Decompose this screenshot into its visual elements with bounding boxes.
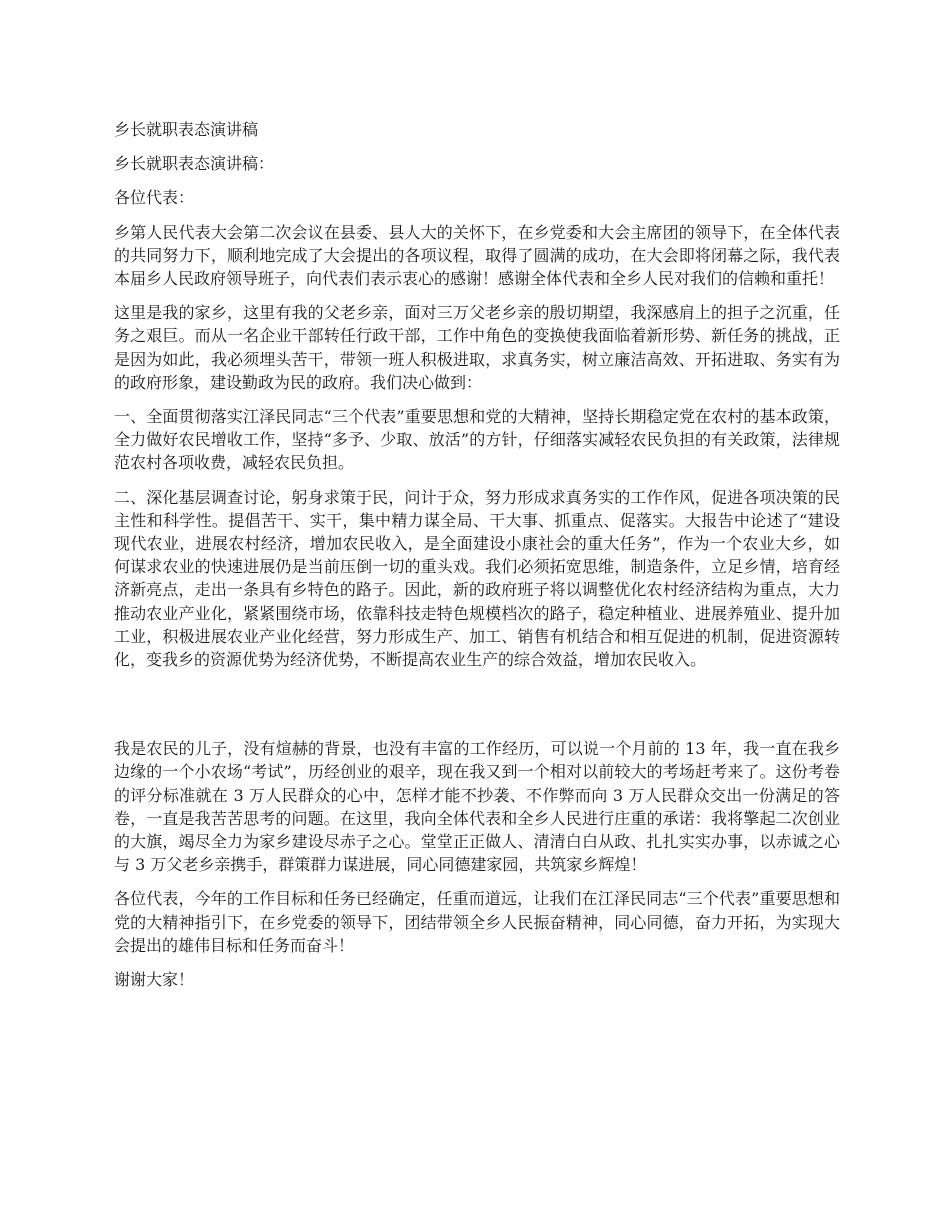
paragraph-commitment: 我是农民的儿子，没有煊赫的背景，也没有丰富的工作经历，可以说一个月前的 13 年，我一直在我乡边缘的一个小农场“考试”，历经创业的艰辛，现在我又到一个相对以前较大的考场赶考来了。这份考卷的评分标准就在 3 万人民群众的心中，怎样才能不抄袭、不作弊而向 3 万人民群众交出一份满足的答卷，一直是我苦苦思考的问题。在这里，我向全体代表和全乡人民进行庄重的承诺：我将擎起二次创业的大旗，竭尽全力为家乡建设尽赤子之心。堂堂正正做人、清清白白从政、扎扎实实办事，以赤诚之心与 3 万父老乡亲携手，群策群力谋进展，同心同德建家园，共筑家乡辉煌！ (114, 739, 840, 875)
document-subtitle: 乡长就职表态演讲稿： (114, 154, 275, 174)
paragraph-point-two: 二、深化基层调查讨论，躬身求策于民，问计于众，努力形成求真务实的工作作风，促进各项决策的民主性和科学性。提倡苦干、实干，集中精力谋全局、干大事、抓重点、促落实。大报告中论述了“建设现代农业，进展农村经济，增加农民收入，是全面建设小康社会的重大任务”，作为一个农业大乡，如何谋求农业的快速进展仍是当前压倒一切的重头戏。我们必须拓宽思维，制造条件，立足乡情，培育经济新亮点，走出一条具有乡特色的路子。因此，新的政府班子将以调整优化农村经济结构为重点，大力推动农业产业化，紧紧围绕市场，依靠科技走特色规模档次的路子，稳定种植业、进展养殖业、提升加工业，积极进展农业产业化经营，努力形成生产、加工、销售有机结合和相互促进的机制，促进资源转化，变我乡的资源优势为经济优势，不断提高农业生产的综合效益，增加农民收入。 (114, 487, 840, 670)
blank-gap (114, 682, 840, 737)
paragraph-thanks: 谢谢大家！ (114, 970, 195, 990)
paragraph-opening: 乡第人民代表大会第二次会议在县委、县人大的关怀下，在乡党委和大会主席团的领导下，在全体代表的共同努力下，顺利地完成了大会提出的各项议程，取得了圆满的成功，在大会即将闭幕之际，我代表本届乡人民政府领导班子，向代表们表示衷心的感谢！感谢全体代表和全乡人民对我们的信赖和重托！ (114, 222, 840, 289)
document-title: 乡长就职表态演讲稿 (114, 120, 259, 139)
paragraph-closing: 各位代表，今年的工作目标和任务已经确定，任重而道远，让我们在江泽民同志“三个代表”重要思想和党的大精神指引下，在乡党委的领导下，团结带领全乡人民振奋精神，同心同德，奋力开拓，为实现大会提出的雄伟目标和任务而奋斗！ (114, 889, 840, 955)
document-page (114, 118, 840, 1002)
paragraph-hometown: 这里是我的家乡，这里有我的父老乡亲，面对三万父老乡亲的殷切期望，我深感肩上的担子之沉重，任务之艰巨。而从一名企业干部转任行政干部，工作中角色的变换使我面临着新形势、新任务的挑战，正是因为如此，我必须埋头苦干，带领一班人积极进取，求真务实，树立廉洁高效、开拓进取、务实有为的政府形象，建设勤政为民的政府。我们决心做到： (114, 303, 840, 392)
salutation: 各位代表： (114, 188, 195, 208)
paragraph-point-one: 一、全面贯彻落实江泽民同志“三个代表”重要思想和党的大精神，坚持长期稳定党在农村的基本政策，全力做好农民增收工作，坚持“多予、少取、放活”的方针，仔细落实减轻农民负担的有关政策，法律规范农村各项收费，减轻农民负担。 (114, 407, 840, 473)
